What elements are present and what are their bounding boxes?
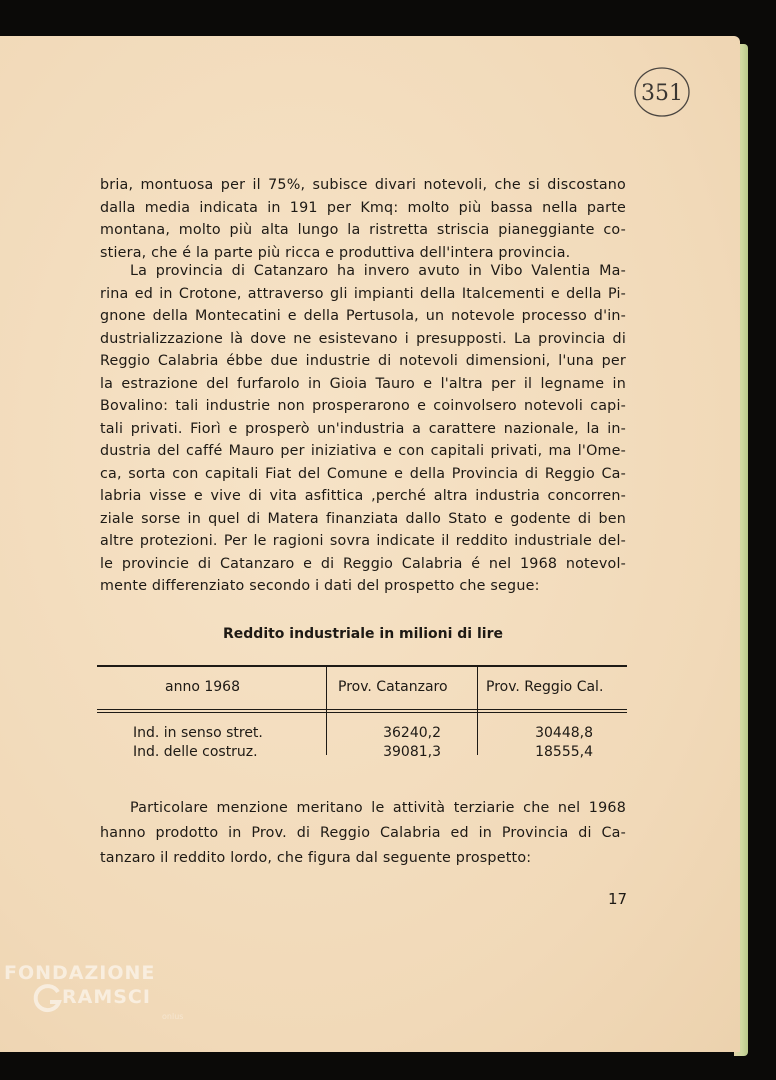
- text-line: hanno prodotto in Prov. di Reggio Calabria ed in Provincia di Ca-: [100, 825, 626, 841]
- page-number: 17: [608, 890, 628, 908]
- bleed-through-mark: [42, 76, 122, 106]
- text-line: dalla media indicata in 191 per Kmq: molto più bassa nella parte: [100, 199, 626, 216]
- text-line: Reggio Calabria ébbe due industrie di notevoli dimensioni, l'una per: [100, 353, 626, 369]
- text-line: tali privati. Fiorì e prosperò un'industria a carattere nazionale, la in-: [100, 420, 626, 437]
- watermark-logo: [4, 962, 194, 1022]
- text-line: ziale sorse in quel di Matera finanziata dallo Stato e godente di ben: [100, 510, 626, 527]
- text-line: tanzaro il reddito lordo, che figura dal seguente prospetto:: [100, 850, 532, 866]
- cell-catanzaro: 39081,3: [383, 744, 441, 760]
- text-line: ca, sorta con capitali Fiat del Comune e della Provincia di Reggio Ca-: [100, 465, 626, 482]
- cell-reggio: 18555,4: [535, 744, 593, 760]
- text-line: altre protezioni. Per le ragioni sovra indicate il reddito industriale del-: [100, 533, 626, 549]
- row-label: Ind. in senso stret.: [133, 725, 263, 741]
- text-line: Bovalino: tali industrie non prosperarono e coinvolsero notevoli capi-: [100, 398, 626, 414]
- page-stamp: [632, 62, 692, 122]
- table-title: Reddito industriale in milioni di lire: [223, 626, 503, 642]
- cell-catanzaro: 36240,2: [383, 725, 441, 741]
- text-line: rina ed in Crotone, attraverso gli impianti della Italcementi e della Pi-: [100, 285, 626, 302]
- column-header-reggio: Prov. Reggio Cal.: [486, 679, 604, 695]
- text-line: mente differenziato secondo i dati del prospetto che segue:: [100, 578, 540, 594]
- document-page: [0, 36, 740, 1052]
- text-line: stiera, che é la parte più ricca e produttiva dell'intera provincia.: [100, 244, 571, 261]
- text-line: bria, montuosa per il 75%, subisce divari notevoli, che si discostano: [100, 177, 626, 193]
- text-line: montana, molto più alta lungo la ristretta striscia pianeggiante co-: [100, 222, 626, 238]
- column-header-year: anno 1968: [165, 679, 240, 695]
- svg-text:351: 351: [641, 81, 683, 106]
- paragraph-2: [100, 260, 626, 598]
- table-header-rule: [97, 709, 627, 710]
- watermark-line-3: onlus: [162, 1012, 184, 1021]
- table-top-rule: [97, 665, 627, 667]
- income-table: [97, 665, 627, 760]
- column-divider: [477, 667, 478, 755]
- text-line: Particolare menzione meritano le attività terziarie che nel 1968: [130, 800, 626, 816]
- text-line: gnone della Montecatini e della Pertusola, un notevole processo d'in-: [100, 308, 626, 324]
- watermark-line-1: FONDAZIONE: [4, 962, 156, 984]
- text-line: dustrializzazione là dove ne esistevano i presupposti. La provincia di: [100, 330, 626, 347]
- watermark-line-2: RAMSCI: [62, 986, 151, 1008]
- paragraph-1: [100, 174, 626, 264]
- paragraph-3: [100, 796, 626, 871]
- text-line: dustria del caffé Mauro per iniziativa e con capitali privati, ma l'Ome-: [100, 443, 626, 459]
- table-header-rule-double: [97, 712, 627, 713]
- watermark-g-icon: [32, 982, 64, 1014]
- cell-reggio: 30448,8: [535, 725, 593, 741]
- row-label: Ind. delle costruz.: [133, 744, 258, 760]
- column-header-catanzaro: Prov. Catanzaro: [338, 679, 448, 695]
- text-line: le provincie di Catanzaro e di Reggio Calabria é nel 1968 notevol-: [100, 555, 626, 572]
- text-line: labria visse e vive di vita asfittica ,perché altra industria concorren-: [100, 488, 626, 504]
- column-divider: [326, 667, 327, 755]
- text-line: la estrazione del furfarolo in Gioia Tauro e l'altra per il legname in: [100, 375, 626, 392]
- text-line: La provincia di Catanzaro ha invero avuto in Vibo Valentia Ma-: [130, 263, 626, 279]
